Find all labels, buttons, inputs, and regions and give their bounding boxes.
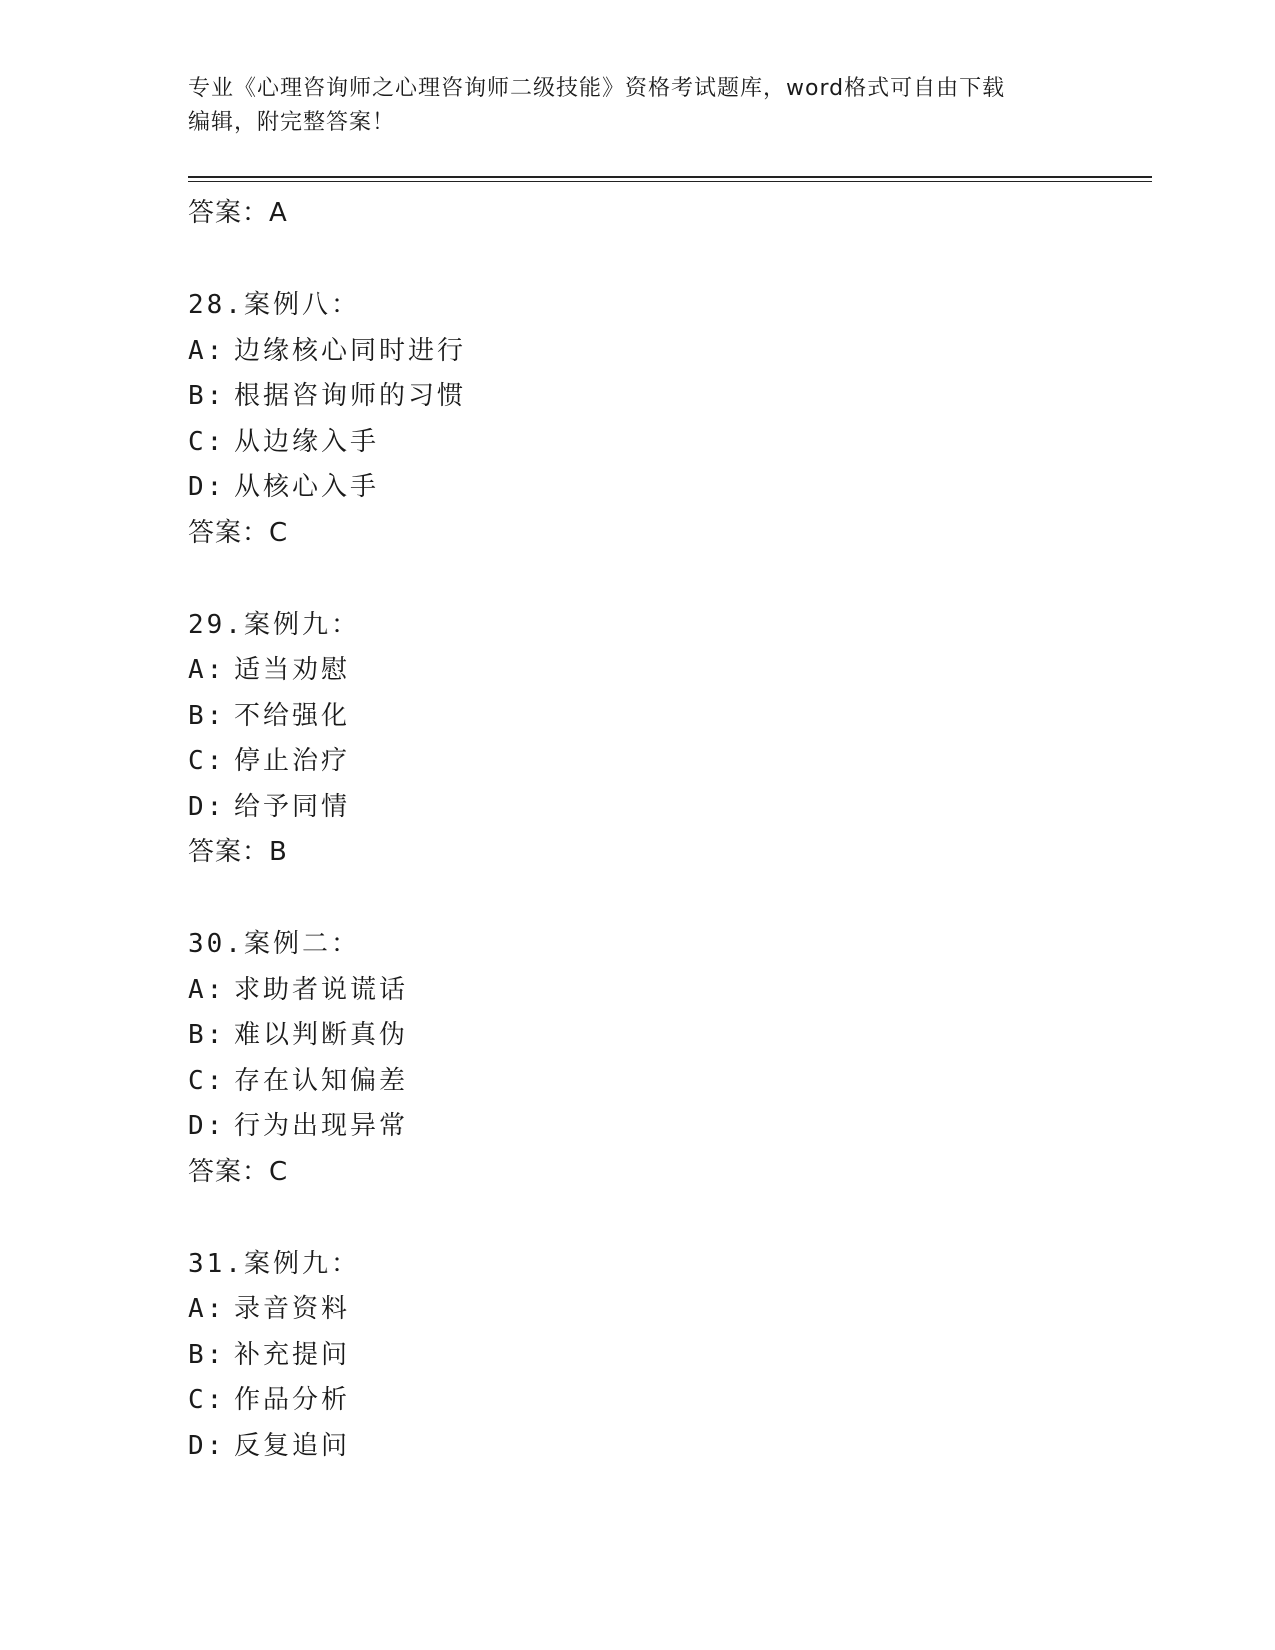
option-text: 补充提问	[234, 1339, 351, 1370]
question-block	[188, 283, 1148, 555]
option-label: D:	[188, 472, 226, 502]
option-label: A:	[188, 335, 226, 366]
option-a	[188, 1287, 1148, 1333]
option-label: B:	[188, 700, 226, 731]
option-label: D:	[188, 1430, 226, 1461]
option-b	[188, 1333, 1148, 1379]
option-c	[188, 739, 1148, 785]
option-label: C:	[188, 746, 226, 776]
option-d	[188, 1424, 1148, 1470]
option-b	[188, 694, 1148, 740]
option-label: D:	[188, 1111, 226, 1141]
option-label: B:	[188, 1020, 226, 1050]
option-label: A:	[188, 974, 226, 1005]
option-label: C:	[188, 1065, 226, 1096]
question-block	[188, 603, 1148, 875]
option-label: A:	[188, 655, 226, 685]
option-c	[188, 1059, 1148, 1105]
header-line-1: 专业《心理咨询师之心理咨询师二级技能》资格考试题库，word格式可自由下载	[188, 76, 1006, 101]
option-text: 求助者说谎话	[234, 974, 409, 1005]
option-b	[188, 374, 1148, 420]
option-a	[188, 648, 1148, 694]
option-text: 给予同情	[234, 791, 351, 822]
header-line-2: 编辑，附完整答案！	[188, 110, 396, 135]
option-text: 作品分析	[234, 1385, 351, 1415]
document-header	[188, 72, 1068, 140]
question-title: 28.案例八：	[188, 290, 360, 320]
option-label: C:	[188, 1385, 226, 1415]
question-list	[188, 191, 1148, 1469]
option-text: 边缘核心同时进行	[234, 335, 467, 366]
option-d	[188, 785, 1148, 831]
question-title: 31.案例九：	[188, 1248, 360, 1279]
answer-line: 答案：A	[188, 198, 288, 228]
option-c	[188, 1378, 1148, 1424]
option-text: 行为出现异常	[234, 1111, 409, 1141]
question-title: 29.案例九：	[188, 609, 360, 640]
answer-line: 答案：C	[188, 517, 289, 548]
question-block	[188, 922, 1148, 1194]
option-text: 存在认知偏差	[234, 1065, 409, 1096]
option-a	[188, 968, 1148, 1014]
header-rule-thin	[188, 181, 1152, 182]
option-text: 从边缘入手	[234, 426, 380, 457]
option-a	[188, 329, 1148, 375]
option-text: 不给强化	[234, 700, 351, 731]
header-rule-thick	[188, 176, 1152, 178]
option-text: 停止治疗	[234, 746, 351, 776]
option-label: B:	[188, 381, 226, 411]
option-d	[188, 1104, 1148, 1150]
option-text: 适当劝慰	[234, 655, 351, 685]
option-c	[188, 420, 1148, 466]
option-text: 难以判断真伪	[234, 1020, 409, 1050]
answer-line: 答案：B	[188, 837, 288, 867]
option-label: A:	[188, 1294, 226, 1324]
option-text: 根据咨询师的习惯	[234, 381, 467, 411]
option-text: 从核心入手	[234, 472, 380, 502]
option-d	[188, 465, 1148, 511]
option-label: B:	[188, 1339, 226, 1370]
question-title: 30.案例二：	[188, 929, 360, 959]
option-label: D:	[188, 791, 226, 822]
option-label: C:	[188, 426, 226, 457]
question-block	[188, 1242, 1148, 1470]
option-text: 反复追问	[234, 1430, 351, 1461]
option-text: 录音资料	[234, 1294, 351, 1324]
answer-line: 答案：C	[188, 1156, 289, 1187]
option-b	[188, 1013, 1148, 1059]
